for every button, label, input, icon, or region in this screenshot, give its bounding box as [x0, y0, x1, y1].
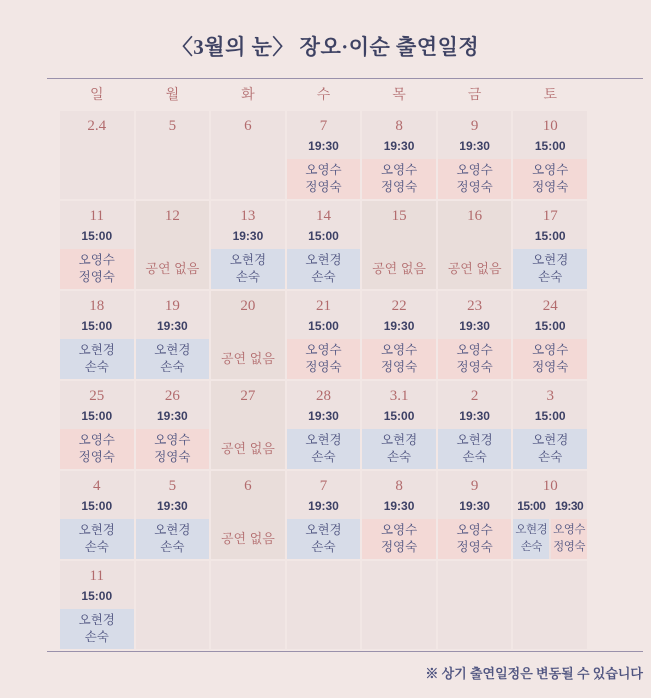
calendar-cell	[362, 381, 436, 469]
cast-name: 오현경	[305, 433, 342, 447]
show-time: 19:30	[554, 499, 584, 513]
cell-date: 17	[542, 208, 558, 224]
cast-box	[438, 519, 512, 559]
cast-box	[438, 339, 512, 379]
cast-name: 정영숙	[154, 450, 191, 464]
show-time: 19:30	[383, 499, 415, 513]
cast-name: 오영수	[78, 433, 115, 447]
calendar-cell	[60, 561, 134, 649]
cast-name: 오영수	[553, 524, 585, 536]
cell-date: 2.4	[87, 118, 107, 134]
cast-name: 손숙	[311, 450, 336, 464]
cast-name: 정영숙	[532, 180, 569, 194]
cast-name: 오현경	[154, 523, 191, 537]
cast-name: 손숙	[84, 630, 109, 644]
calendar-grid	[60, 111, 587, 649]
cell-date: 26	[164, 388, 180, 404]
cast-box	[362, 429, 436, 469]
weekday-row	[60, 86, 587, 106]
cast-name: 정영숙	[380, 540, 418, 554]
cast-name: 손숙	[160, 360, 185, 374]
cast-name: 정영숙	[532, 360, 569, 374]
show-time: 19:30	[459, 319, 490, 333]
cast-box	[513, 159, 587, 199]
cast-box	[438, 429, 512, 469]
cell-date: 24	[542, 298, 558, 314]
cast-name: 손숙	[538, 450, 563, 464]
cast-box	[60, 609, 134, 649]
cell-date: 2	[470, 388, 479, 404]
cast-box	[287, 249, 361, 289]
show-time: 15:00	[517, 499, 546, 513]
calendar-cell	[211, 291, 285, 379]
cell-date: 22	[391, 298, 407, 314]
cast-name: 오영수	[305, 343, 342, 357]
cast-box	[438, 159, 512, 199]
cell-date: 10	[542, 118, 558, 134]
calendar-cell	[287, 471, 361, 559]
cast-name: 정영숙	[553, 541, 585, 553]
cast-name: 오현경	[305, 253, 342, 267]
no-show-label: 공연 없음	[145, 260, 200, 276]
show-time: 15:00	[308, 319, 339, 333]
cast-name: 오현경	[78, 523, 115, 537]
cast-name: 정영숙	[456, 180, 493, 194]
cast-name: 손숙	[235, 270, 260, 284]
cell-date: 10	[542, 478, 558, 494]
cast-name: 오현경	[380, 433, 418, 447]
cell-date: 28	[315, 388, 331, 404]
calendar-cell	[287, 291, 361, 379]
calendar-cell	[136, 201, 210, 289]
cell-date: 3.1	[389, 388, 409, 404]
show-time: 19:30	[232, 229, 264, 243]
calendar-cell	[362, 471, 436, 559]
cell-date: 4	[93, 478, 101, 494]
calendar-cell	[136, 111, 210, 199]
show-time: 15:00	[534, 319, 566, 333]
show-time: 15:00	[534, 139, 566, 153]
cast-box	[60, 249, 134, 289]
show-time: 19:30	[383, 139, 415, 153]
cast-box	[136, 339, 210, 379]
cell-date: 21	[315, 298, 331, 314]
no-show-label: 공연 없음	[220, 440, 275, 456]
show-slot	[513, 495, 549, 559]
show-time: 15:00	[81, 319, 113, 333]
weekday-label: 화	[241, 88, 255, 103]
cast-name: 손숙	[160, 540, 185, 554]
calendar-cell	[60, 201, 134, 289]
cell-date: 6	[244, 478, 252, 494]
cell-date: 5	[168, 118, 177, 134]
bottom-divider	[47, 651, 643, 652]
show-time: 19:30	[383, 319, 415, 333]
cell-date: 9	[470, 478, 479, 494]
calendar-cell	[513, 381, 587, 469]
no-show-label: 공연 없음	[220, 530, 275, 546]
cell-date: 9	[470, 118, 479, 134]
calendar-cell	[60, 111, 134, 199]
cast-name: 손숙	[84, 540, 109, 554]
cast-name: 정영숙	[380, 360, 418, 374]
show-time: 19:30	[459, 139, 490, 153]
cast-name: 오영수	[78, 253, 115, 267]
cell-date: 20	[240, 298, 256, 314]
cell-date: 7	[319, 478, 328, 494]
cast-name: 정영숙	[456, 360, 493, 374]
cast-box	[287, 159, 361, 199]
cast-box	[551, 519, 587, 559]
show-slot	[551, 495, 587, 559]
cast-name: 오현경	[532, 433, 569, 447]
cast-box	[513, 429, 587, 469]
cell-date: 3	[546, 388, 554, 404]
cast-name: 오현경	[532, 253, 569, 267]
calendar-cell	[362, 201, 436, 289]
weekday-label: 일	[90, 88, 104, 103]
cast-box	[513, 339, 587, 379]
calendar-cell	[60, 291, 134, 379]
show-time: 19:30	[157, 499, 188, 513]
cast-name: 오현경	[78, 343, 115, 357]
calendar-cell	[136, 381, 210, 469]
cell-date: 19	[164, 298, 180, 314]
cell-date: 11	[89, 568, 104, 584]
cast-name: 손숙	[311, 540, 336, 554]
cell-date: 7	[319, 118, 328, 134]
calendar-cell	[211, 561, 285, 649]
show-time: 15:00	[81, 229, 113, 243]
calendar-cell	[211, 111, 285, 199]
no-show-label: 공연 없음	[220, 350, 275, 366]
cast-box	[513, 519, 549, 559]
calendar-cell	[438, 471, 512, 559]
weekday-label: 토	[543, 88, 557, 103]
calendar-cell	[211, 381, 285, 469]
cast-box	[287, 519, 361, 559]
calendar-cell	[438, 291, 512, 379]
cast-name: 정영숙	[78, 450, 115, 464]
show-time: 15:00	[81, 589, 113, 603]
show-time: 15:00	[81, 499, 113, 513]
show-time: 19:30	[157, 319, 188, 333]
cast-box	[362, 159, 436, 199]
cast-name: 손숙	[311, 270, 336, 284]
calendar-cell	[513, 111, 587, 199]
cast-name: 오영수	[380, 343, 418, 357]
calendar-cell	[513, 291, 587, 379]
cast-box	[136, 429, 210, 469]
cast-name: 정영숙	[305, 180, 342, 194]
calendar-cell	[513, 561, 587, 649]
cell-date: 15	[391, 208, 407, 224]
cast-box	[60, 339, 134, 379]
calendar-cell	[438, 381, 512, 469]
calendar-cell	[513, 471, 587, 559]
cast-name: 오영수	[305, 163, 342, 177]
no-show-label: 공연 없음	[447, 260, 502, 276]
cast-name: 오영수	[154, 433, 191, 447]
show-time: 19:30	[459, 409, 490, 423]
show-time: 15:00	[308, 229, 339, 243]
calendar-cell	[287, 111, 361, 199]
cast-name: 오영수	[532, 343, 569, 357]
footer-note: ※ 상기 출연일정은 변동될 수 있습니다	[425, 666, 643, 681]
cast-name: 오현경	[229, 253, 267, 267]
calendar-cell	[136, 291, 210, 379]
calendar-cell	[136, 561, 210, 649]
cast-box	[60, 429, 134, 469]
cell-date: 25	[89, 388, 105, 404]
cell-date: 12	[164, 208, 180, 224]
show-time: 15:00	[81, 409, 113, 423]
cast-name: 오영수	[456, 163, 493, 177]
cast-name: 오영수	[456, 523, 493, 537]
calendar-cell	[438, 111, 512, 199]
calendar-cell	[136, 471, 210, 559]
cast-name: 오영수	[532, 163, 569, 177]
calendar-cell	[60, 471, 134, 559]
calendar-cell	[438, 561, 512, 649]
calendar-cell	[211, 471, 285, 559]
cell-date: 23	[467, 298, 483, 314]
show-time: 19:30	[308, 499, 339, 513]
show-time: 19:30	[308, 409, 339, 423]
calendar-cell	[513, 201, 587, 289]
cast-name: 정영숙	[380, 180, 418, 194]
calendar-cell	[362, 291, 436, 379]
calendar-cell	[362, 111, 436, 199]
cast-name: 오현경	[305, 523, 342, 537]
calendar-cell	[438, 201, 512, 289]
cell-date: 16	[467, 208, 483, 224]
cast-name: 손숙	[84, 360, 109, 374]
page-title: 〈3월의 눈〉 장오·이순 출연일정	[171, 35, 480, 59]
cast-name: 정영숙	[305, 360, 342, 374]
top-divider	[47, 78, 643, 79]
cell-date: 11	[89, 208, 104, 224]
show-time: 19:30	[308, 139, 339, 153]
show-time: 15:00	[534, 409, 566, 423]
calendar-cell	[287, 201, 361, 289]
calendar-cell	[211, 201, 285, 289]
show-time: 19:30	[459, 499, 490, 513]
cast-box	[287, 339, 361, 379]
cast-box	[513, 249, 587, 289]
cast-name: 손숙	[520, 541, 542, 553]
weekday-label: 수	[316, 88, 331, 103]
cast-box	[287, 429, 361, 469]
calendar-cell	[362, 561, 436, 649]
show-time: 19:30	[157, 409, 188, 423]
no-show-label: 공연 없음	[372, 260, 426, 276]
cell-date: 8	[395, 478, 403, 494]
cast-name: 오현경	[78, 613, 115, 627]
cast-name: 오영수	[380, 523, 418, 537]
cell-date: 6	[244, 118, 252, 134]
cast-name: 정영숙	[456, 540, 493, 554]
dual-show-container	[513, 495, 587, 559]
show-time: 15:00	[534, 229, 566, 243]
cell-date: 8	[395, 118, 403, 134]
cast-name: 손숙	[538, 270, 563, 284]
cast-name: 손숙	[462, 450, 487, 464]
cast-box	[60, 519, 134, 559]
cell-date: 14	[315, 208, 331, 224]
cast-name: 오영수	[380, 163, 418, 177]
show-time: 15:00	[383, 409, 415, 423]
cast-name: 정영숙	[78, 270, 115, 284]
cell-date: 27	[240, 388, 256, 404]
cast-box	[362, 519, 436, 559]
cast-box	[362, 339, 436, 379]
weekday-label: 금	[467, 88, 482, 103]
cell-date: 18	[89, 298, 105, 314]
cast-box	[211, 249, 285, 289]
weekday-label: 목	[392, 88, 406, 103]
cast-name: 오현경	[154, 343, 191, 357]
calendar-cell	[60, 381, 134, 469]
cast-box	[136, 519, 210, 559]
calendar-cell	[287, 381, 361, 469]
cast-name: 오현경	[456, 433, 493, 447]
cast-name: 손숙	[386, 450, 412, 464]
calendar-cell	[287, 561, 361, 649]
cast-name: 오현경	[515, 524, 548, 536]
weekday-label: 월	[165, 88, 180, 103]
cell-date: 5	[168, 478, 177, 494]
cast-name: 오영수	[456, 343, 493, 357]
cell-date: 13	[240, 208, 256, 224]
